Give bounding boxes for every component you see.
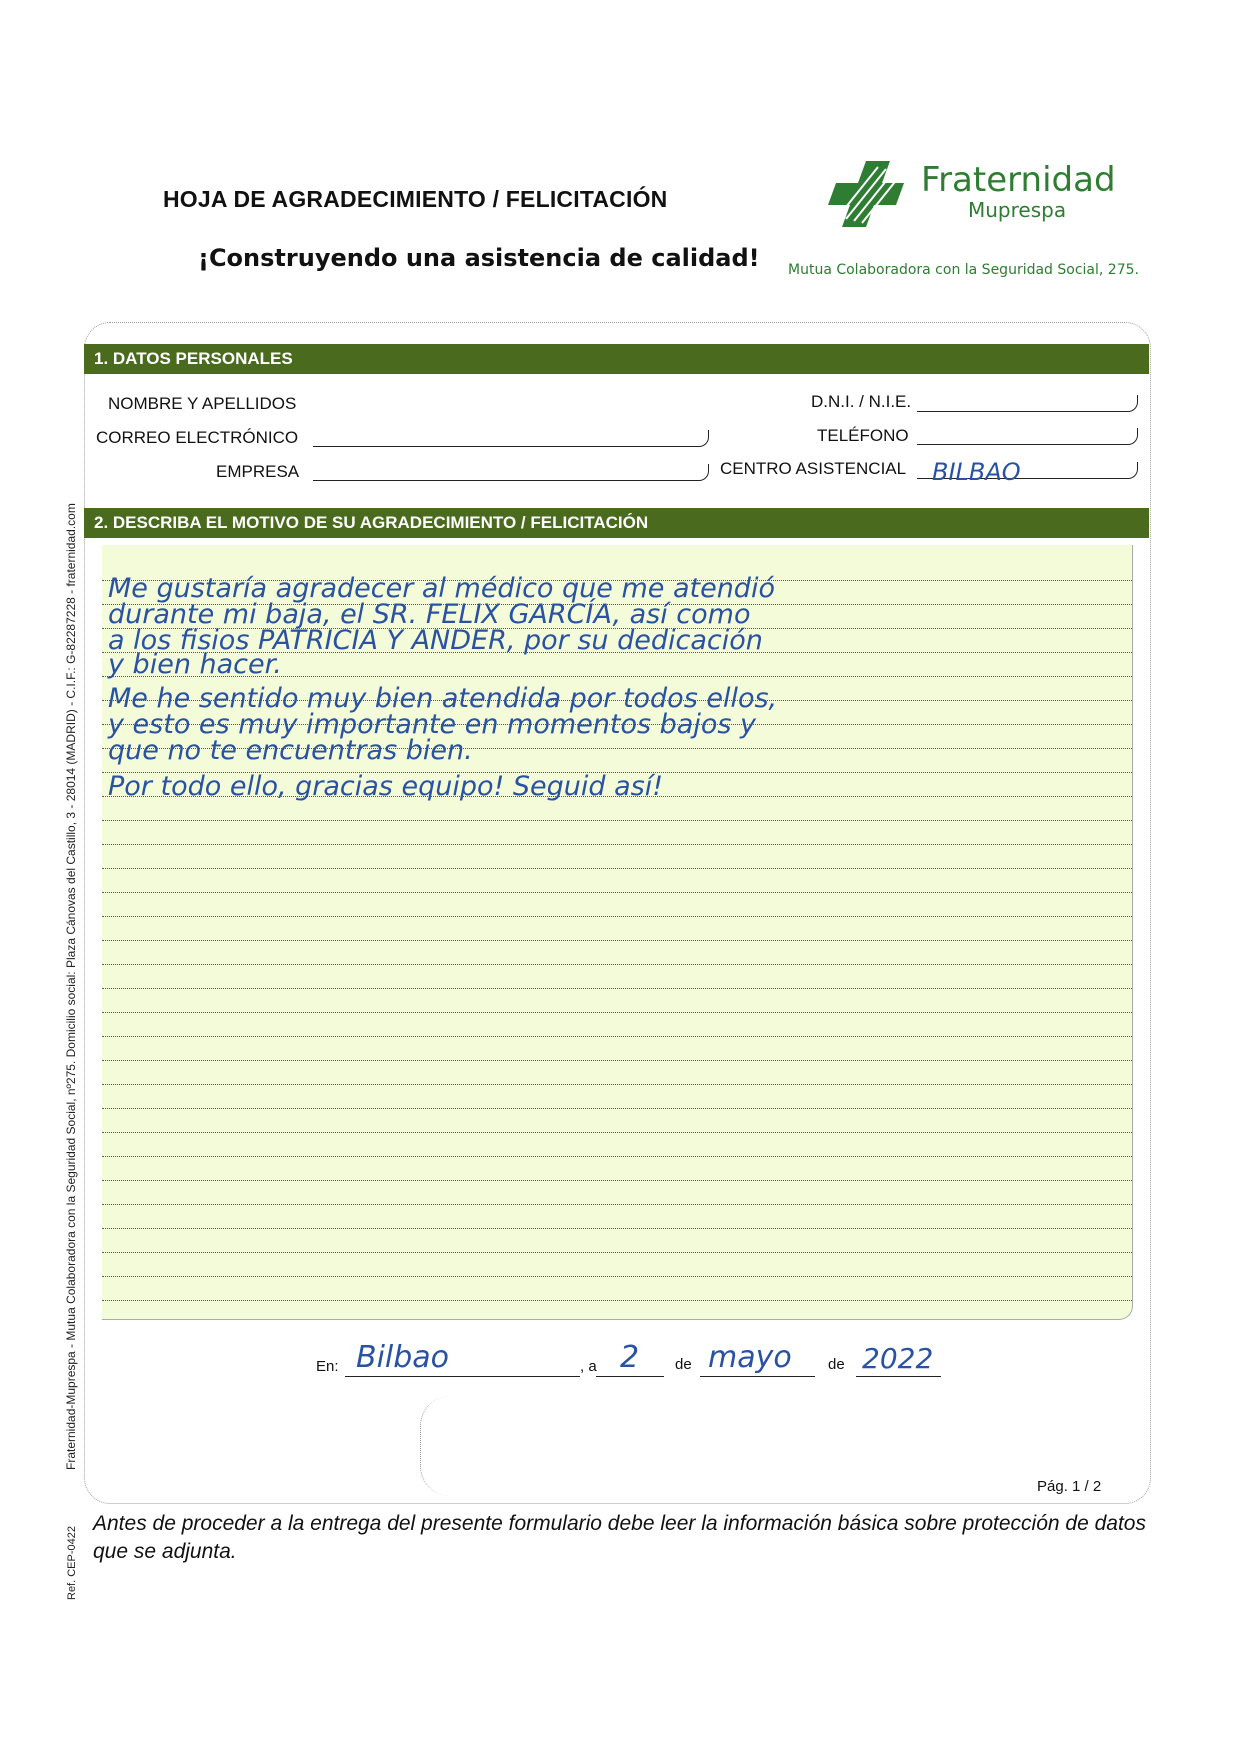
email-field[interactable]: [313, 430, 709, 447]
center-value: BILBAO: [932, 458, 1021, 486]
section-personal-data-header: 1. DATOS PERSONALES: [84, 344, 1149, 374]
side-legal-text: Fraternidad-Muprespa - Mutua Colaboradora con la Seguridad Social, nº275. Domicilio social: Plaza Cánovas del Castillo, 3 - 28014 (MADRID) - C.I.F.: G-82287228 - fraternidad.com: [64, 503, 78, 1470]
message-area[interactable]: [102, 545, 1133, 1320]
page-number: Pág. 1 / 2: [1037, 1478, 1102, 1495]
logo-name: Fraternidad: [921, 160, 1116, 200]
email-label: CORREO ELECTRÓNICO: [96, 428, 299, 447]
dni-label: D.N.I. / N.I.E.: [811, 392, 912, 411]
form-reference: Ref. CEP-0422: [66, 1526, 78, 1600]
message-line: que no te encuentras bien.: [108, 735, 473, 766]
phone-label: TELÉFONO: [817, 426, 909, 445]
date-de-label: de: [828, 1356, 845, 1373]
date-en-label: En:: [316, 1358, 339, 1375]
day-value: 2: [620, 1340, 640, 1375]
logo-subname: Muprespa: [968, 198, 1067, 222]
month-field[interactable]: [700, 1376, 815, 1377]
data-protection-notice: Antes de proceder a la entrega del presente formulario debe leer la información básica sobre protección de datos que se adjunta.: [93, 1512, 1146, 1563]
message-line: Me he sentido muy bien atendida por todos ellos,: [108, 683, 778, 714]
section-reason-header: 2. DESCRIBA EL MOTIVO DE SU AGRADECIMIENTO / FELICITACIÓN: [84, 508, 1149, 538]
message-line: Me gustaría agradecer al médico que me atendió: [108, 573, 775, 604]
company-field[interactable]: [313, 464, 709, 481]
fraternidad-logo-icon: [818, 157, 918, 227]
company-label: EMPRESA: [216, 462, 300, 481]
message-line: Por todo ello, gracias equipo! Seguid así!: [108, 771, 664, 802]
day-field[interactable]: [596, 1376, 664, 1377]
center-label: CENTRO ASISTENCIAL: [720, 459, 907, 478]
document-title: HOJA DE AGRADECIMIENTO / FELICITACIÓN: [163, 186, 668, 212]
message-line: a los fisios PATRICIA Y ANDER, por su dedicación: [108, 625, 763, 656]
dni-field[interactable]: [917, 395, 1138, 412]
place-field[interactable]: [345, 1376, 580, 1377]
stamp-area: [420, 1396, 481, 1496]
phone-field[interactable]: [917, 428, 1138, 445]
year-value: 2022: [862, 1342, 934, 1375]
message-line: durante mi baja, el SR. FELIX GARCÍA, así como: [108, 599, 751, 630]
date-de-label: de: [675, 1356, 692, 1373]
message-line: y esto es muy importante en momentos bajos y: [108, 709, 756, 740]
place-value: Bilbao: [356, 1340, 450, 1375]
year-field[interactable]: [856, 1376, 941, 1377]
name-label: NOMBRE Y APELLIDOS: [108, 394, 297, 413]
document-subtitle: ¡Construyendo una asistencia de calidad!: [198, 244, 760, 272]
logo-tagline: Mutua Colaboradora con la Seguridad Social, 275.: [788, 262, 1139, 278]
message-line: y bien hacer.: [108, 649, 282, 680]
month-value: mayo: [708, 1340, 792, 1375]
date-a-label: , a: [580, 1358, 597, 1375]
